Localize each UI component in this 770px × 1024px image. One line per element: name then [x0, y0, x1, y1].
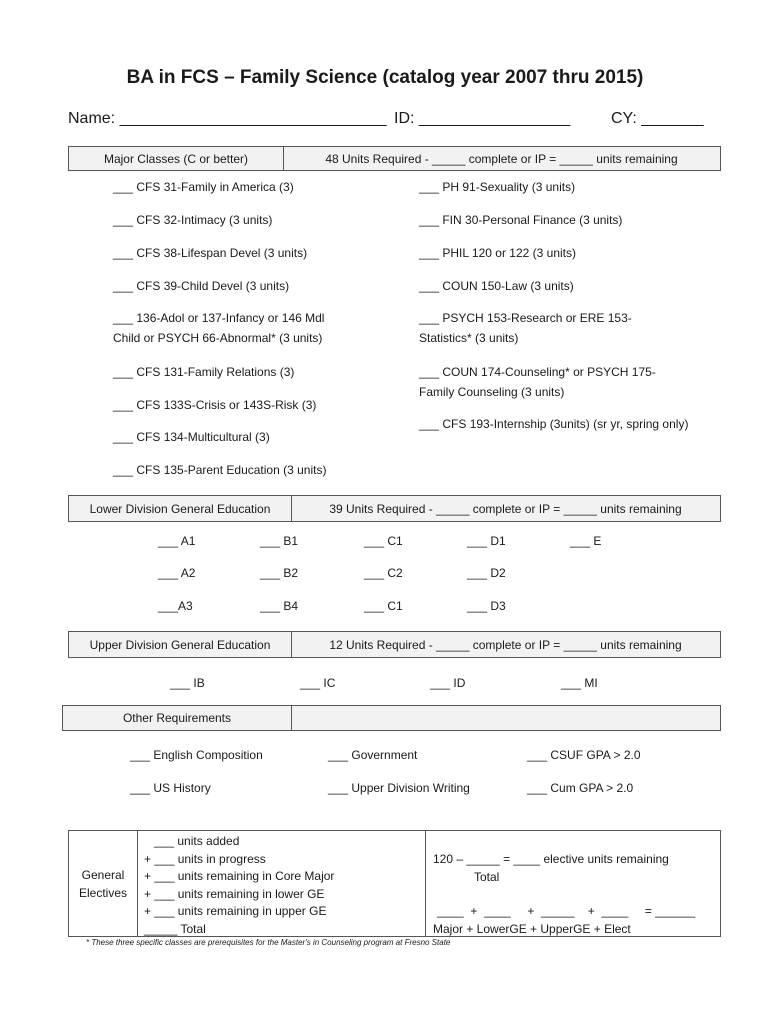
units-core-major: + ___ units remaining in Core Major [144, 869, 335, 883]
course-item: ___ PH 91-Sexuality (3 units) [419, 180, 576, 194]
footnote: * These three specific classes are prerequisites for the Master's in Counseling program at Fresno State [86, 938, 451, 947]
requirement-item: ___ CSUF GPA > 2.0 [527, 748, 641, 762]
ge-item: ___ C2 [364, 566, 403, 580]
ge-item: ___ D1 [467, 534, 506, 548]
upper-ge-label: Upper Division General Education [89, 637, 271, 652]
id-field[interactable]: ID: _________________ [394, 110, 571, 127]
upper-ge-requirement: 12 Units Required - _____ complete or IP = _____ units remaining [329, 637, 682, 652]
ge-item: ___ E [570, 534, 602, 548]
general-electives-table [68, 830, 721, 937]
upper-ge-header [68, 631, 721, 658]
course-item: ___ CFS 193-Internship (3units) (sr yr, spring only) [419, 417, 689, 431]
major-requirement: 48 Units Required - _____ complete or IP = _____ units remaining [325, 151, 678, 166]
elective-formula-total: Total [474, 870, 500, 884]
other-requirements-header [62, 705, 721, 731]
course-item: ___ COUN 174-Counseling* or PSYCH 175-Family Counseling (3 units) [419, 365, 656, 399]
ge-item: ___ D3 [467, 599, 506, 613]
units-total: _____ Total [144, 921, 206, 936]
course-item: ___ CFS 39-Child Devel (3 units) [113, 279, 290, 293]
requirement-item: ___ Government [328, 748, 418, 762]
course-item: ___ 136-Adol or 137-Infancy or 146 Mdl Child or PSYCH 66-Abnormal* (3 units) [113, 311, 325, 345]
major-classes-header [68, 146, 721, 171]
ge-item: ___ B2 [260, 566, 299, 580]
cy-field[interactable]: CY: _______ [611, 110, 704, 127]
course-item: ___ CFS 32-Intimacy (3 units) [113, 213, 273, 227]
ge-item: ___ B4 [260, 599, 299, 613]
name-field[interactable]: Name: ______________________________ [68, 110, 387, 127]
ge-item: ___ D2 [467, 566, 506, 580]
ge-item: ___ A2 [158, 566, 196, 580]
units-in-progress: + ___ units in progress [144, 851, 266, 866]
units-lower-ge: + ___ units remaining in lower GE [144, 886, 325, 901]
ge-item: ___ C1 [364, 534, 403, 548]
units-added: ___ units added [144, 834, 240, 848]
ge-item: ___ IC [300, 676, 336, 690]
other-requirements-label: Other Requirements [122, 711, 232, 725]
major-classes-label: Major Classes (C or better) [103, 151, 249, 166]
course-item: ___ CFS 38-Lifespan Devel (3 units) [113, 246, 308, 260]
lower-ge-requirement: 39 Units Required - _____ complete or IP = _____ units remaining [329, 501, 682, 516]
elective-sum-labels: Major + LowerGE + UpperGE + Elect [433, 922, 631, 936]
course-item: ___ COUN 150-Law (3 units) [419, 279, 574, 293]
requirement-item: ___ English Composition [130, 748, 263, 762]
ge-item: ___ ID [430, 676, 466, 690]
page-title: BA in FCS – Family Science (catalog year 2007 thru 2015) [126, 67, 644, 88]
course-item: ___ CFS 135-Parent Education (3 units) [113, 463, 327, 477]
elective-sum-blanks: ____ + ____ + _____ + ____ = ______ [437, 904, 696, 918]
course-item: ___ CFS 133S-Crisis or 143S-Risk (3) [113, 398, 317, 412]
course-item: ___ CFS 31-Family in America (3) [113, 180, 294, 194]
course-item: ___ CFS 131-Family Relations (3) [113, 365, 295, 379]
ge-item: ___ C1 [364, 599, 403, 613]
ge-item: ___ A1 [158, 534, 196, 548]
course-item: ___ PHIL 120 or 122 (3 units) [419, 246, 576, 260]
course-item: ___ PSYCH 153-Research or ERE 153-Statistics* (3 units) [419, 311, 632, 345]
units-upper-ge: + ___ units remaining in upper GE [144, 904, 327, 918]
electives-label: General Electives [78, 868, 128, 900]
course-item: ___ CFS 134-Multicultural (3) [113, 430, 270, 444]
ge-item: ___ B1 [260, 534, 299, 548]
elective-formula: 120 – _____ = ____ elective units remaining [433, 852, 669, 866]
course-item: ___ FIN 30-Personal Finance (3 units) [419, 213, 623, 227]
ge-item: ___ MI [561, 676, 598, 690]
ge-item: ___ IB [170, 676, 205, 690]
requirement-item: ___ US History [130, 781, 211, 795]
lower-ge-header [68, 495, 721, 522]
lower-ge-label: Lower Division General Education [89, 501, 271, 516]
requirement-item: ___ Cum GPA > 2.0 [527, 781, 634, 795]
ge-item: ___A3 [158, 599, 193, 613]
requirement-item: ___ Upper Division Writing [328, 781, 470, 795]
electives-units-list [144, 833, 334, 938]
